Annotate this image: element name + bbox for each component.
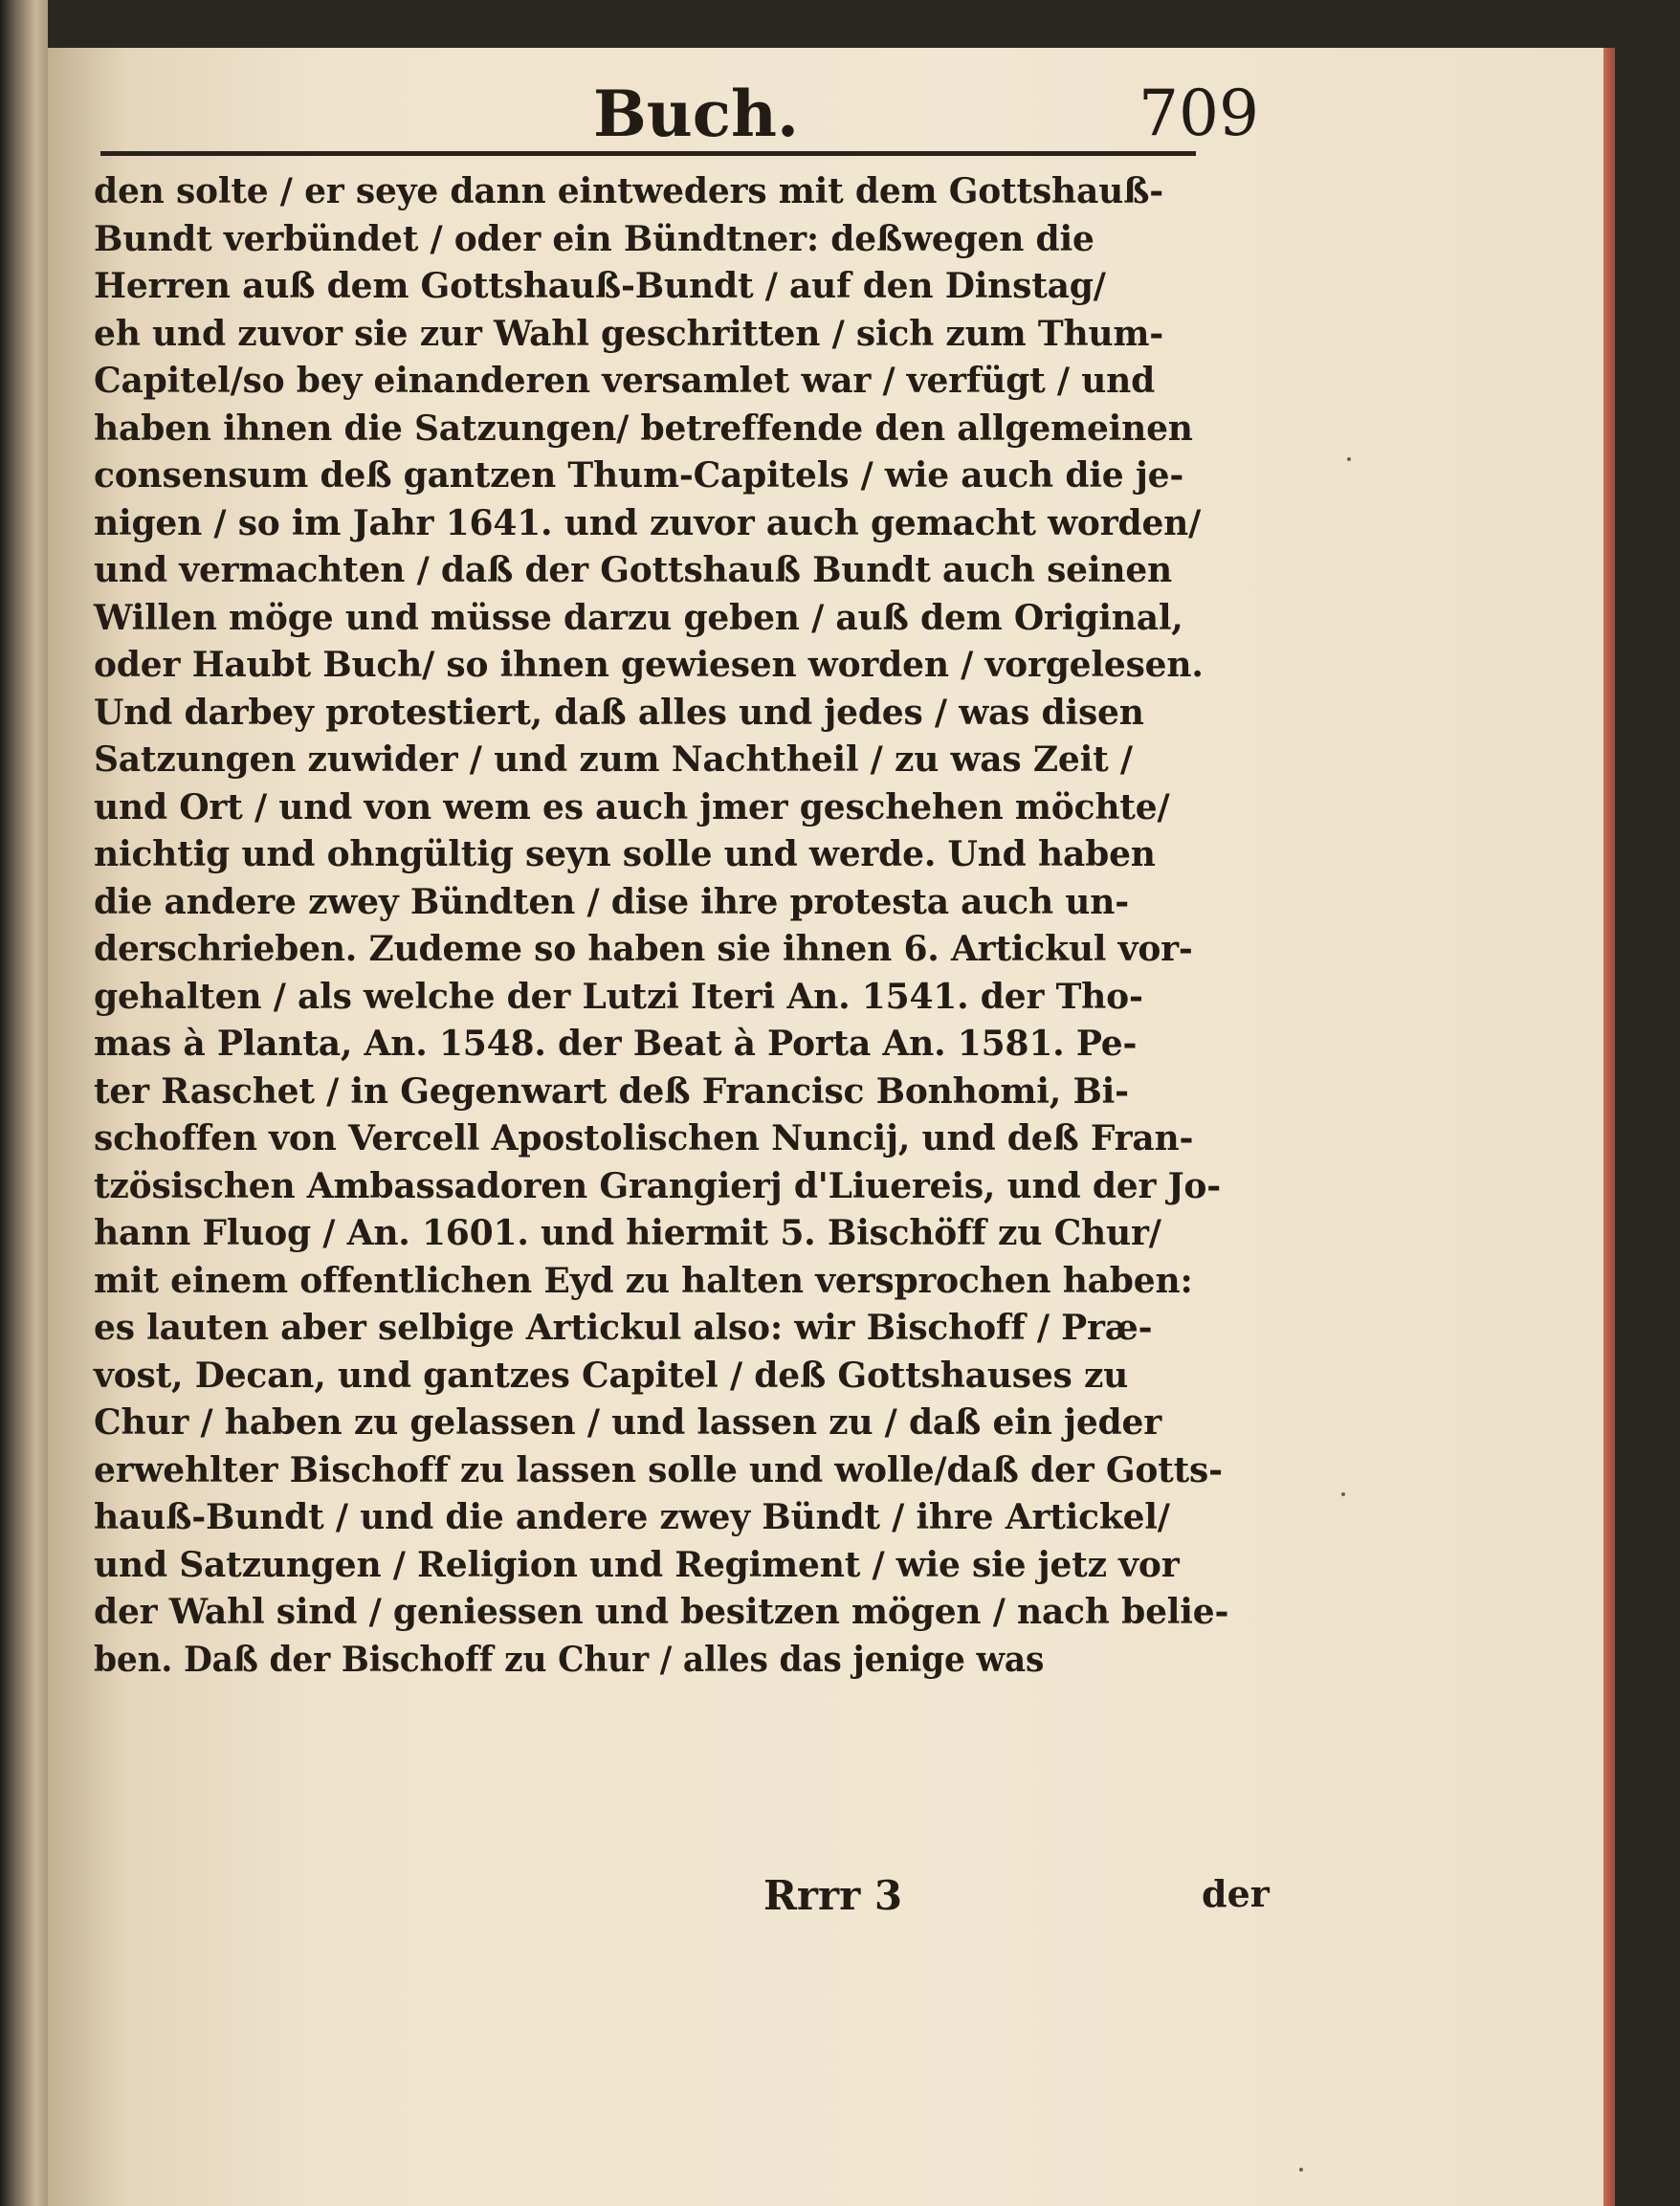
text-line: ben. Daß der Bischoff zu Chur / alles das jenige was bbox=[94, 1639, 1045, 1680]
text-line: mit einem offentlichen Eyd zu halten versprochen haben: bbox=[94, 1260, 1193, 1301]
text-line: und Ort / und von wem es auch jmer geschehen möchte/ bbox=[94, 786, 1170, 827]
text-line: tzösischen Ambassadoren Grangierj d'Liuereis, und der Jo- bbox=[94, 1165, 1221, 1206]
text-line: Capitel/so bey einanderen versamlet war / verfügt / und bbox=[94, 361, 1156, 401]
header-rule bbox=[100, 151, 1196, 156]
text-line: oder Haubt Buch/ so ihnen gewiesen worden / vorgelesen. bbox=[94, 645, 1204, 685]
text-line: es lauten aber selbige Artickul also: wir Bischoff / Præ- bbox=[94, 1308, 1153, 1348]
text-line: hann Fluog / An. 1601. und hiermit 5. Bischöff zu Chur/ bbox=[94, 1213, 1161, 1253]
facing-page-edge bbox=[0, 0, 48, 2206]
text-line: hauß-Bundt / und die andere zwey Bündt / ihre Artickel/ bbox=[94, 1497, 1170, 1537]
text-line: und Satzungen / Religion und Regiment / wie sie jetz vor bbox=[94, 1544, 1180, 1585]
signature-mark: Rrrr 3 bbox=[763, 1872, 903, 1919]
text-line: haben ihnen die Satzungen/ betreffende den allgemeinen bbox=[94, 408, 1193, 449]
text-line: nigen / so im Jahr 1641. und zuvor auch gemacht worden/ bbox=[94, 502, 1202, 543]
text-line: consensum deß gantzen Thum-Capitels / wie auch die je- bbox=[94, 455, 1184, 496]
page-footer bbox=[94, 1872, 1270, 1922]
paper-speck bbox=[1347, 457, 1351, 461]
text-line: Chur / haben zu gelassen / und lassen zu / daß ein jeder bbox=[94, 1402, 1161, 1443]
text-line: den solte / er seye dann eintweders mit dem Gottshauß- bbox=[94, 171, 1163, 211]
text-line: Und darbey protestiert, daß alles und jedes / was disen bbox=[94, 692, 1144, 733]
text-line: gehalten / als welche der Lutzi Iteri An. 1541. der Tho- bbox=[94, 976, 1143, 1017]
paper-speck bbox=[1299, 2168, 1303, 2172]
text-line: ter Raschet / in Gegenwart deß Francisc Bonhomi, Bi- bbox=[94, 1070, 1129, 1112]
text-line: vost, Decan, und gantzes Capitel / deß Gottshauses zu bbox=[94, 1355, 1129, 1396]
page-red-edge bbox=[1603, 48, 1615, 2206]
text-line: nichtig und ohngültig seyn solle und werde. Und haben bbox=[94, 834, 1156, 874]
text-line: und vermachten / daß der Gottshauß Bundt auch seinen bbox=[94, 550, 1173, 590]
body-text bbox=[94, 168, 1290, 1684]
text-line: die andere zwey Bündten / dise ihre protesta auch un- bbox=[94, 881, 1129, 922]
text-line: Willen möge und müsse darzu geben / auß dem Original, bbox=[94, 597, 1183, 638]
running-head: Buch. bbox=[593, 77, 799, 151]
text-line: Satzungen zuwider / und zum Nachtheil / zu was Zeit / bbox=[94, 739, 1133, 780]
text-line: der Wahl sind / geniessen und besitzen mögen / nach belie- bbox=[94, 1592, 1229, 1632]
text-line: Bundt verbündet / oder ein Bündtner: deßwegen die bbox=[94, 218, 1094, 259]
paper-speck bbox=[1341, 1492, 1345, 1496]
page-number: 709 bbox=[1138, 77, 1259, 150]
text-line: derschrieben. Zudeme so haben sie ihnen 6. Artickul vor- bbox=[94, 929, 1193, 969]
text-line: erwehlter Bischoff zu lassen solle und wolle/daß der Gotts- bbox=[94, 1449, 1223, 1490]
text-line: schoffen von Vercell Apostolischen Nuncij, und deß Fran- bbox=[94, 1118, 1194, 1158]
text-line: Herren auß dem Gottshauß-Bundt / auf den Dinstag/ bbox=[94, 266, 1106, 306]
catchword: der bbox=[1202, 1872, 1270, 1915]
text-line: eh und zuvor sie zur Wahl geschritten / sich zum Thum- bbox=[94, 313, 1164, 354]
text-line: mas à Planta, An. 1548. der Beat à Porta An. 1581. Pe- bbox=[94, 1024, 1138, 1064]
book-page bbox=[48, 48, 1603, 2206]
